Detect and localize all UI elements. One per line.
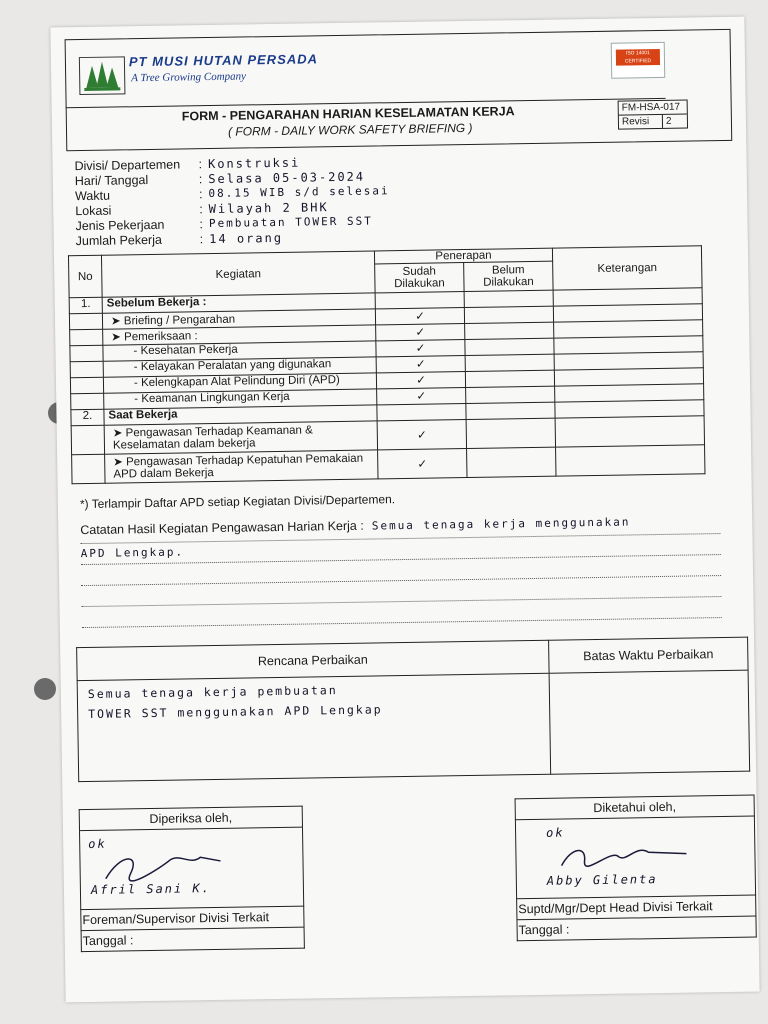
empty-cell	[377, 404, 466, 421]
empty-cell	[466, 418, 555, 448]
tree-logo-icon	[80, 57, 125, 94]
rencana-body-row	[77, 670, 750, 782]
header-fields	[74, 154, 390, 249]
col-no: No	[68, 255, 102, 298]
row-no: 2.	[71, 409, 104, 426]
empty-cell	[466, 402, 555, 419]
sudah-check: ✓	[377, 388, 466, 405]
empty-cell	[555, 416, 704, 447]
col-belum: Belum Dilakukan	[464, 261, 553, 291]
tanggal-label: Tanggal :	[517, 916, 756, 941]
section-title: Saat Bekerja	[104, 405, 377, 425]
empty-cell	[71, 425, 104, 455]
arrow-bullet-icon: ➤	[110, 315, 121, 328]
arrow-bullet-icon: ➤	[113, 456, 123, 469]
field-colon: :	[199, 232, 204, 247]
empty-cell	[70, 377, 103, 394]
sudah-check: ✓	[376, 340, 465, 357]
rencana-line: Semua tenaga kerja pembuatan	[87, 683, 338, 702]
field-colon: :	[198, 157, 203, 172]
revisi-label: Revisi	[619, 115, 663, 129]
certification-badge	[611, 42, 666, 79]
field-colon: :	[198, 172, 203, 187]
empty-cell	[464, 306, 553, 323]
col-keterangan: Keterangan	[552, 246, 702, 290]
empty-cell	[465, 354, 554, 371]
company-logo	[79, 56, 126, 95]
empty-cell	[70, 345, 103, 362]
item-text: Kelengkapan Alat Pelindung Diri (APD)	[140, 374, 340, 390]
tanggal-label: Tanggal :	[81, 927, 304, 952]
empty-cell	[465, 338, 554, 355]
field-label: Hari/ Tanggal	[74, 172, 149, 189]
empty-cell	[467, 447, 556, 477]
empty-cell	[465, 370, 554, 387]
field-value: Pembuatan TOWER SST	[208, 214, 373, 231]
signature-right	[515, 795, 757, 942]
sudah-check: ✓	[377, 420, 466, 450]
catatan-label: Catatan Hasil Kegiatan Pengawasan Harian Kerja :	[80, 518, 364, 538]
field-label: Jenis Pekerjaan	[75, 217, 165, 234]
diketahui-header: Diketahui oleh,	[515, 795, 754, 820]
field-label: Waktu	[74, 188, 111, 204]
empty-cell	[69, 313, 102, 330]
item-text: Briefing / Pengarahan	[123, 313, 236, 328]
empty-cell	[375, 292, 464, 309]
empty-cell	[72, 454, 105, 484]
signature-scribble-icon	[556, 835, 697, 877]
signer-role: Foreman/Supervisor Divisi Terkait	[81, 906, 304, 931]
field-label: Lokasi	[75, 203, 112, 219]
sudah-check: ✓	[376, 372, 465, 389]
row-no: 1.	[69, 297, 102, 314]
field-value: 14 orang	[209, 230, 284, 247]
arrow-bullet-icon: ➤	[111, 331, 121, 344]
rencana-header: Rencana Perbaikan	[77, 640, 549, 680]
form-code-box	[618, 100, 688, 130]
sudah-check: ✓	[378, 449, 467, 479]
company-tagline: A Tree Growing Company	[131, 70, 247, 85]
col-penerapan: Penerapan	[374, 248, 552, 264]
dash-bullet: -	[134, 393, 139, 406]
rencana-line: TOWER SST menggunakan APD Lengkap	[88, 702, 383, 722]
rencana-table	[76, 637, 750, 783]
company-name: PT MUSI HUTAN PERSADA	[128, 51, 319, 70]
rencana-cell	[77, 673, 551, 781]
sudah-check: ✓	[375, 308, 464, 325]
field-label: Jumlah Pekerja	[75, 232, 162, 249]
empty-cell	[464, 290, 553, 307]
dash-bullet: -	[133, 377, 138, 390]
footnote: *) Terlampir Daftar APD setiap Kegiatan Divisi/Departemen.	[79, 492, 396, 512]
col-kegiatan: Kegiatan	[101, 251, 375, 297]
approval-mark: ok	[545, 825, 565, 840]
signer-role: Suptd/Mgr/Dept Head Divisi Terkait	[517, 895, 756, 920]
field-value: 08.15 WIB s/d selesai	[208, 184, 390, 201]
dash-bullet: -	[133, 345, 138, 358]
item-text: Pengawasan Terhadap Kepatuhan Pemakaian APD dalam Bekerja	[113, 452, 364, 481]
section-title: Sebelum Bekerja :	[102, 293, 375, 313]
empty-cell	[465, 322, 554, 339]
field-value: Selasa 05-03-2024	[208, 169, 366, 187]
cert-badge-label: ISO 14001 CERTIFIED	[616, 49, 660, 66]
field-value: Konstruksi	[207, 155, 301, 172]
item-text: Pemeriksaan :	[124, 330, 198, 344]
signature-left	[79, 806, 305, 953]
field-colon: :	[199, 202, 203, 217]
item-text: Kesehatan Pekerja	[140, 343, 238, 358]
form-title: FORM - PENGARAHAN HARIAN KESELAMATAN KERJA	[181, 104, 515, 124]
field-colon: :	[198, 187, 203, 202]
field-label: Divisi/ Departemen	[74, 157, 181, 174]
signer-name: Afril Sani K.	[90, 881, 211, 897]
empty-cell	[556, 445, 705, 476]
item-cell	[105, 450, 378, 483]
sudah-check: ✓	[376, 324, 465, 341]
dash-bullet: -	[133, 361, 138, 374]
arrow-bullet-icon: ➤	[112, 427, 123, 440]
empty-cell	[466, 386, 555, 403]
catatan-section	[80, 513, 722, 628]
empty-cell	[71, 393, 104, 410]
item-text: Kelayakan Peralatan yang digunakan	[140, 358, 332, 374]
catatan-value: Semua tenaga kerja menggunakan	[371, 515, 631, 533]
item-text: Keamanan Lingkungan Kerja	[141, 390, 290, 406]
col-sudah: Sudah Dilakukan	[375, 263, 464, 293]
form-subtitle: ( FORM - DAILY WORK SAFETY BRIEFING )	[227, 120, 473, 139]
sudah-check: ✓	[376, 356, 465, 373]
batas-waktu-cell	[549, 670, 750, 774]
revisi-value: 2	[665, 115, 672, 127]
empty-cell	[70, 361, 103, 378]
field-colon: :	[199, 217, 204, 232]
form-paper	[50, 17, 759, 1003]
item-text: Pengawasan Terhadap Keamanan & Keselamatan dalam bekerja	[112, 424, 313, 452]
punch-hole-bottom	[34, 678, 56, 700]
signature-area	[515, 816, 755, 899]
form-code: FM-HSA-017	[619, 101, 687, 116]
approval-mark: ok	[88, 836, 107, 852]
field-value: Wilayah 2 BHK	[208, 200, 329, 217]
catatan-value: APD Lengkap.	[80, 545, 185, 561]
diperiksa-header: Diperiksa oleh,	[79, 806, 302, 831]
activity-table	[68, 245, 706, 484]
batas-waktu-header: Batas Waktu Perbaikan	[549, 637, 748, 673]
signature-area	[80, 827, 304, 909]
empty-cell	[70, 329, 103, 346]
item-cell	[104, 421, 377, 454]
signer-name: Abby Gilenta	[546, 872, 658, 888]
